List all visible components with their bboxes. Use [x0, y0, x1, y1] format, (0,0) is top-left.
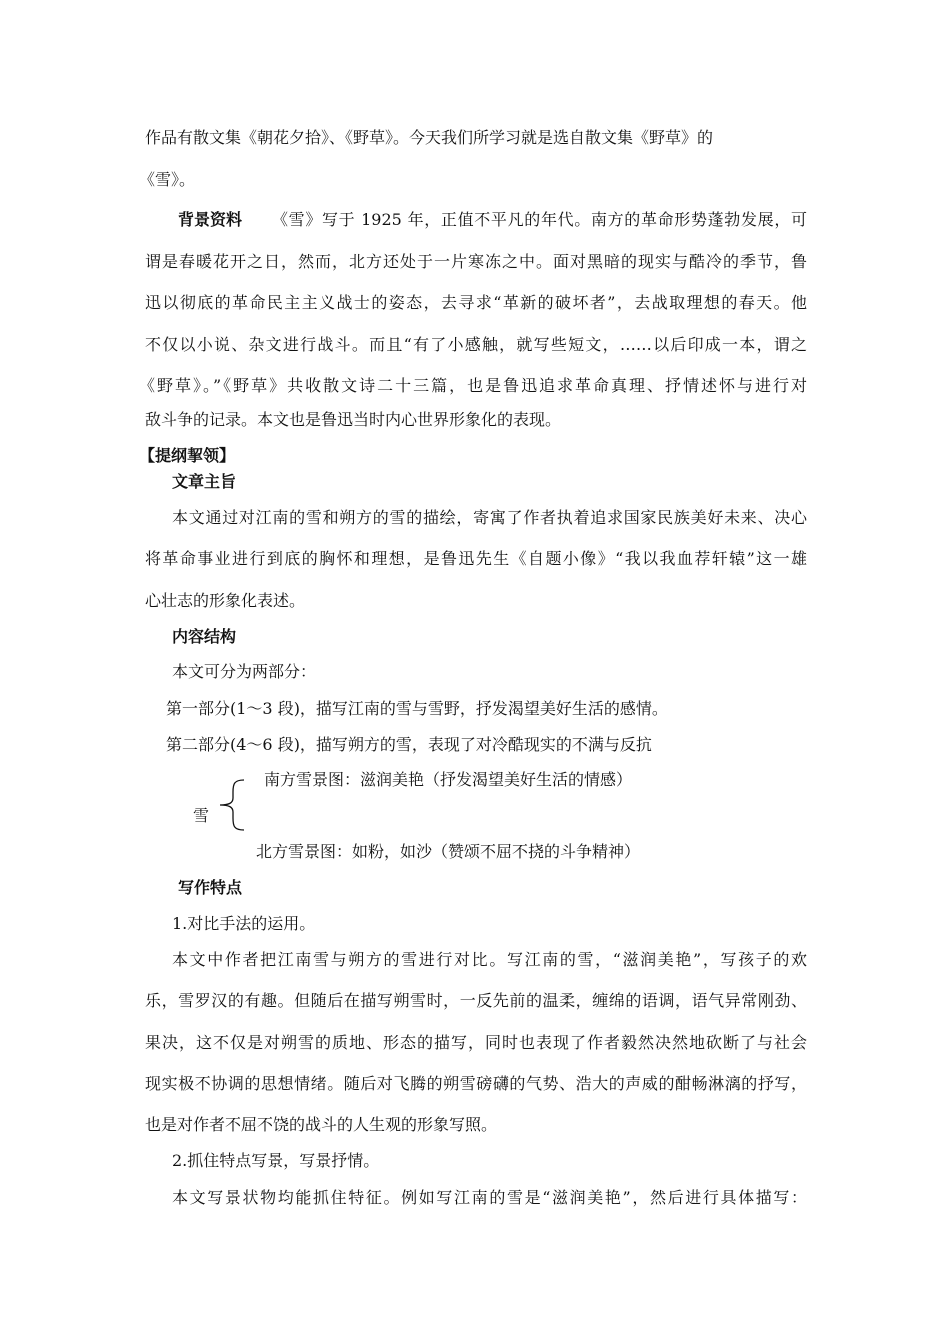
- structure-part-2: 第二部分(4～6 段)，描写朔方的雪，表现了对冷酷现实的不满与反抗: [166, 735, 652, 754]
- background-line-3: 迅以彻底的革命民主主义战士的姿态，去寻求“革新的破坏者”，去战取理想的春天。他: [145, 293, 807, 312]
- theme-line-1: 本文通过对江南的雪和朔方的雪的描绘，寄寓了作者执着追求国家民族美好未来、决心: [172, 508, 807, 527]
- theme-line-2-wrap: [145, 549, 807, 569]
- feature-1-line-2-wrap: [145, 991, 807, 1011]
- structure-intro: 本文可分为两部分：: [172, 662, 317, 681]
- feature-1-line-1: 本文中作者把江南雪与朔方的雪进行对比。写江南的雪，“滋润美艳”，写孩子的欢: [172, 950, 807, 969]
- background-line-5: 《野草》。”《野草》共收散文诗二十三篇，也是鲁迅追求革命真理、抒情述怀与进行对: [139, 376, 807, 395]
- background-heading: 背景资料: [178, 210, 243, 229]
- outline-heading: 【提纲挈领】: [139, 446, 236, 465]
- feature-1-line-5: 也是对作者不屈不饶的战斗的人生观的形象写照。: [145, 1115, 498, 1134]
- feature-1-line-3: 果决，这不仅是对朔雪的质地、形态的描写，同时也表现了作者毅然决然地砍断了与社会: [145, 1033, 807, 1052]
- feature-1-line-1-wrap: [172, 950, 807, 970]
- background-line-5-wrap: [139, 376, 807, 396]
- feature-1-line-4: 现实极不协调的思想情绪。随后对飞腾的朔雪磅礴的气势、浩大的声威的酣畅淋漓的抒写，: [145, 1074, 807, 1093]
- diagram-north: 北方雪景图：如粉，如沙（赞颂不屈不挠的斗争精神）: [256, 842, 641, 861]
- feature-1-line-2: 乐，雪罗汉的有趣。但随后在描写朔雪时，一反先前的温柔，缠绵的语调，语气异常刚劲、: [145, 991, 807, 1010]
- intro-line-1: 作品有散文集《朝花夕拾》、《野草》。今天我们所学习就是选自散文集《野草》的: [145, 128, 714, 147]
- theme-line-1-wrap: [172, 508, 807, 528]
- background-line-1-wrap: [272, 210, 807, 230]
- structure-heading: 内容结构: [172, 627, 237, 646]
- background-line-4: 不仅以小说、杂文进行战斗。而且“有了小感触，就写些短文，……以后印成一本，谓之: [145, 335, 807, 354]
- background-line-3-wrap: [145, 293, 807, 313]
- feature-2-line-1-wrap: [172, 1188, 807, 1208]
- theme-line-3: 心壮志的形象化表述。: [145, 591, 306, 610]
- feature-1-line-3-wrap: [145, 1033, 807, 1053]
- structure-part-1: 第一部分(1～3 段)，描写江南的雪与雪野，抒发渴望美好生活的感情。: [166, 699, 668, 718]
- background-line-6: 敌斗争的记录。本文也是鲁迅当时内心世界形象化的表现。: [145, 410, 562, 429]
- brace-icon: [214, 778, 246, 832]
- background-line-1: 《雪》写于 1925 年，正值不平凡的年代。南方的革命形势蓬勃发展，可: [272, 210, 807, 229]
- intro-line-2: 《雪》。: [139, 170, 196, 189]
- theme-line-2: 将革命事业进行到底的胸怀和理想，是鲁迅先生《自题小像》“我以我血荐轩辕”这一雄: [145, 549, 807, 568]
- background-line-2-wrap: [145, 252, 807, 272]
- features-heading: 写作特点: [178, 878, 243, 897]
- diagram-root: 雪: [193, 806, 210, 825]
- background-line-4-wrap: [145, 335, 807, 355]
- feature-point-1: 1.对比手法的运用。: [172, 914, 316, 933]
- feature-2-line-1: 本文写景状物均能抓住特征。例如写江南的雪是“滋润美艳”，然后进行具体描写：: [172, 1188, 807, 1207]
- theme-heading: 文章主旨: [172, 472, 237, 491]
- feature-1-line-4-wrap: [145, 1074, 807, 1094]
- diagram-south: 南方雪景图：滋润美艳（抒发渴望美好生活的情感）: [264, 770, 633, 789]
- background-line-2: 谓是春暖花开之日，然而，北方还处于一片寒冻之中。面对黑暗的现实与酷冷的季节，鲁: [145, 252, 807, 271]
- feature-point-2: 2.抓住特点写景，写景抒情。: [172, 1151, 380, 1170]
